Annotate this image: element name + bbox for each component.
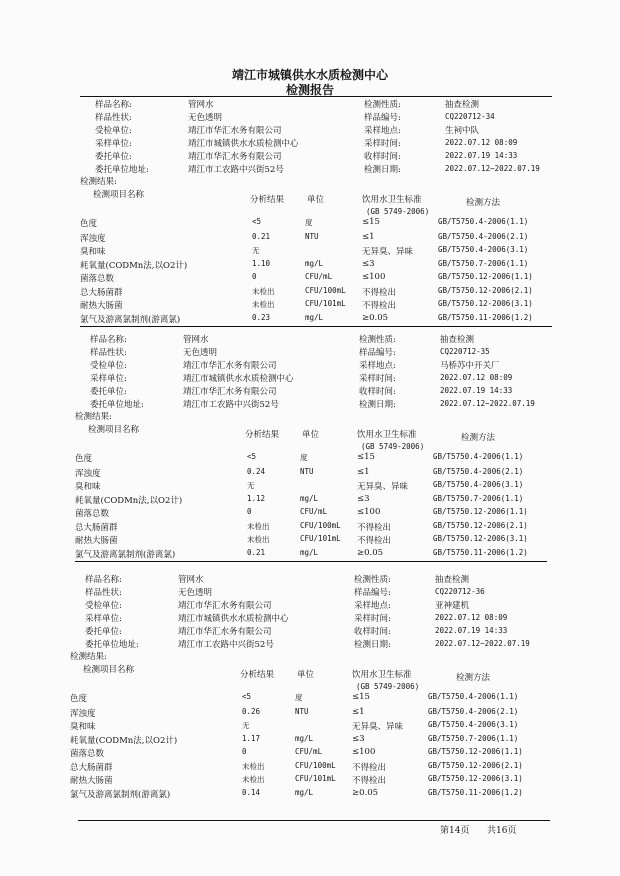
row-standard: ≥0.05 [362,313,389,323]
row-method: GB/T5750.12-2006(1.1) [433,507,528,516]
sample-name: 管网水 [188,100,214,110]
label-entrust-address: 委托单位地址: [95,165,149,175]
row-unit: CFU/101mL [305,299,346,308]
col-header-standard: 饮用水卫生标准 [357,430,417,440]
entrust-address: 靖江市工农路中兴街52号 [188,165,284,175]
row-method: GB/T5750.4-2006(3.1) [433,480,524,489]
row-standard: ≤100 [352,747,376,757]
col-header-item: 检测项目名称 [88,425,140,435]
col-header-item: 检测项目名称 [93,190,145,200]
label-sample-no: 样品编号: [359,348,396,358]
row-standard: 不得检出 [352,763,387,773]
col-header-standard-code: (GB 5749-2006) [361,442,425,451]
col-header-unit: 单位 [297,670,315,680]
label-receive-time: 收样时间: [364,152,401,162]
col-header-unit: 单位 [302,430,320,440]
row-unit: NTU [300,467,314,476]
row-unit: 度 [295,693,303,702]
sampling-unit: 靖江市城镇供水水质检测中心 [178,614,289,624]
row-standard: 无异臭、异味 [362,247,414,257]
label-sampling-site: 采样地点: [364,126,401,136]
row-item: 氯气及游离氯制剂(游离氯) [75,550,176,560]
sampling-time: 2022.07.12 08:09 [435,613,508,622]
label-entrust-unit: 委托单位: [85,627,122,637]
label-test-date: 检测日期: [354,640,391,650]
row-item: 臭和味 [80,247,106,257]
row-item: 浑浊度 [80,234,106,244]
row-method: GB/T5750.7-2006(1.1) [433,494,524,503]
row-standard: ≤100 [357,507,381,517]
col-header-result: 分析结果 [250,195,285,205]
row-standard: ≥0.05 [352,788,379,798]
label-entrust-unit: 委托单位: [95,152,132,162]
label-receive-time: 收样时间: [354,627,391,637]
row-standard: 不得检出 [362,301,397,311]
row-method: GB/T5750.4-2006(3.1) [428,720,519,729]
row-unit: mg/L [305,313,324,322]
row-result: 无 [252,246,260,255]
page-total: 共16页 [487,826,517,836]
col-header-method: 检测方法 [461,433,496,443]
row-method: GB/T5750.7-2006(1.1) [438,259,529,268]
label-sampling-time: 采样时间: [359,374,396,384]
label-sample-name: 样品名称: [85,575,122,585]
label-sampling-unit: 采样单位: [85,614,122,624]
sample-no: CQ220712-34 [445,112,495,121]
sampling-time: 2022.07.12 08:09 [440,373,513,382]
label-sample-name: 样品名称: [90,335,127,345]
row-result: 0.21 [252,232,271,241]
row-item: 总大肠菌群 [70,763,113,773]
row-unit: mg/L [305,259,324,268]
sampling-unit: 靖江市城镇供水水质检测中心 [183,374,294,384]
row-item: 菌落总数 [80,274,115,284]
row-method: GB/T5750.12-2006(1.1) [428,747,523,756]
row-item: 耐热大肠菌 [75,536,118,546]
label-sample-name: 样品名称: [95,100,132,110]
report-section-2 [0,235,615,560]
client-unit: 靖江市华汇水务有限公司 [178,601,272,611]
row-unit: CFU/100mL [300,521,341,530]
row-method: GB/T5750.12-2006(2.1) [433,521,528,530]
col-header-method: 检测方法 [466,198,501,208]
label-test-property: 检测性质: [359,335,396,345]
row-unit: CFU/101mL [300,534,341,543]
test-date: 2022.07.12~2022.07.19 [440,399,535,408]
row-standard: ≤1 [362,232,375,242]
row-result: 0 [247,507,252,516]
row-result: 0.21 [247,548,266,557]
row-method: GB/T5750.12-2006(2.1) [428,761,523,770]
entrust-unit: 靖江市华汇水务有限公司 [178,627,272,637]
bottom-rule [78,820,550,821]
test-property: 抽查检测 [440,335,475,345]
row-standard: ≤15 [352,692,370,702]
col-header-result: 分析结果 [245,430,280,440]
row-unit: NTU [295,707,309,716]
row-result: <5 [252,217,262,226]
row-result: 未检出 [252,287,275,296]
report-title: 检测报告 [285,83,334,97]
row-standard: ≤1 [357,467,370,477]
label-client-unit: 受检单位: [85,601,122,611]
col-header-method: 检测方法 [456,673,491,683]
row-method: GB/T5750.4-2006(2.1) [438,232,529,241]
row-standard: ≤15 [357,452,375,462]
report-org-title: 靖江市城镇供水水质检测中心 [231,68,388,82]
row-method: GB/T5750.4-2006(1.1) [433,452,524,461]
row-standard: ≤100 [362,272,386,282]
row-method: GB/T5750.4-2006(3.1) [438,245,529,254]
label-sample-no: 样品编号: [364,113,401,123]
row-standard: 无异臭、异味 [352,722,404,732]
row-unit: 度 [305,218,313,227]
row-result: 无 [242,721,250,730]
label-client-unit: 受检单位: [90,361,127,371]
row-standard: ≥0.05 [357,548,384,558]
row-standard: 不得检出 [357,536,392,546]
row-result: 1.12 [247,494,266,503]
label-sampling-unit: 采样单位: [95,139,132,149]
row-standard: 无异臭、异味 [357,482,409,492]
label-sample-property: 样品性状: [90,348,127,358]
receive-time: 2022.07.19 14:33 [435,626,508,635]
row-item: 耗氧量(CODMn法,以O2计) [70,736,178,746]
row-unit: mg/L [295,788,314,797]
row-result: 0 [252,272,257,281]
row-item: 浑浊度 [75,469,101,479]
row-item: 耗氧量(CODMn法,以O2计) [75,496,183,506]
row-standard: 不得检出 [362,288,397,298]
row-item: 耐热大肠菌 [70,776,113,786]
sampling-site: 马桥苏中开关厂 [440,361,500,371]
row-item: 浑浊度 [70,709,96,719]
label-sample-property: 样品性状: [85,588,122,598]
row-unit: CFU/100mL [295,761,336,770]
row-result: 1.17 [242,734,261,743]
row-standard: ≤15 [362,217,380,227]
receive-time: 2022.07.19 14:33 [440,386,513,395]
row-item: 菌落总数 [75,509,110,519]
row-unit: CFU/mL [300,507,328,516]
row-method: GB/T5750.11-2006(1.2) [428,788,523,797]
row-result: 0 [242,747,247,756]
col-header-standard-code: (GB 5749-2006) [366,207,430,216]
row-item: 总大肠菌群 [80,288,123,298]
row-standard: ≤1 [352,707,365,717]
label-results: 检测结果: [80,177,117,187]
label-client-unit: 受检单位: [95,126,132,136]
row-item: 总大肠菌群 [75,523,118,533]
row-standard: ≤3 [362,259,375,269]
row-item: 耐热大肠菌 [80,301,123,311]
row-item: 色度 [75,454,93,464]
label-entrust-address: 委托单位地址: [90,400,144,410]
page-current: 第14页 [440,826,470,836]
row-unit: mg/L [295,734,314,743]
col-header-standard: 饮用水卫生标准 [362,195,422,205]
row-unit: NTU [305,232,319,241]
row-item: 耗氧量(CODMn法,以O2计) [80,261,188,271]
sample-no: CQ220712-35 [440,347,490,356]
label-sampling-time: 采样时间: [354,614,391,624]
test-property: 抽查检测 [445,100,480,110]
row-method: GB/T5750.12-2006(1.1) [438,272,533,281]
row-result: 无 [247,481,255,490]
sample-property: 无色透明 [183,348,218,358]
test-date: 2022.07.12~2022.07.19 [435,639,530,648]
client-unit: 靖江市华汇水务有限公司 [183,361,277,371]
row-unit: CFU/mL [305,272,333,281]
sampling-time: 2022.07.12 08:09 [445,138,518,147]
sample-name: 管网水 [178,575,204,585]
client-unit: 靖江市华汇水务有限公司 [188,126,282,136]
row-standard: ≤3 [357,494,370,504]
col-header-unit: 单位 [307,195,325,205]
row-unit: mg/L [300,548,319,557]
row-method: GB/T5750.12-2006(3.1) [438,299,533,308]
label-entrust-unit: 委托单位: [90,387,127,397]
row-method: GB/T5750.11-2006(1.2) [433,548,528,557]
label-results: 检测结果: [75,412,112,422]
row-standard: 不得检出 [352,776,387,786]
sampling-unit: 靖江市城镇供水水质检测中心 [188,139,299,149]
row-unit: CFU/101mL [295,774,336,783]
label-test-date: 检测日期: [359,400,396,410]
receive-time: 2022.07.19 14:33 [445,151,518,160]
col-header-standard: 饮用水卫生标准 [352,670,412,680]
row-unit: CFU/100mL [305,286,346,295]
row-standard: 不得检出 [357,523,392,533]
row-result: 0.26 [242,707,261,716]
row-result: <5 [242,692,252,701]
sample-name: 管网水 [183,335,209,345]
row-method: GB/T5750.4-2006(1.1) [428,692,519,701]
row-result: 1.10 [252,259,271,268]
row-method: GB/T5750.12-2006(3.1) [433,534,528,543]
row-result: 未检出 [252,300,275,309]
row-method: GB/T5750.4-2006(2.1) [433,467,524,476]
entrust-address: 靖江市工农路中兴街52号 [183,400,279,410]
row-unit: 度 [300,453,308,462]
label-test-date: 检测日期: [364,165,401,175]
row-result: 0.14 [242,788,261,797]
row-item: 氯气及游离氯制剂(游离氯) [70,790,171,800]
label-sampling-time: 采样时间: [364,139,401,149]
sample-property: 无色透明 [178,588,213,598]
row-result: 未检出 [247,522,270,531]
col-header-standard-code: (GB 5749-2006) [356,682,420,691]
row-item: 氯气及游离氯制剂(游离氯) [80,315,181,325]
row-method: GB/T5750.4-2006(2.1) [428,707,519,716]
row-method: GB/T5750.12-2006(2.1) [438,286,533,295]
sampling-site: 生祠中队 [445,126,480,136]
test-date: 2022.07.12~2022.07.19 [445,164,540,173]
row-item: 色度 [70,694,88,704]
report-section-1 [0,0,620,325]
col-header-item: 检测项目名称 [83,665,135,675]
label-entrust-address: 委托单位地址: [85,640,139,650]
col-header-result: 分析结果 [240,670,275,680]
label-results: 检测结果: [70,652,107,662]
row-result: 未检出 [242,775,265,784]
label-sampling-site: 采样地点: [359,361,396,371]
row-standard: ≤3 [352,734,365,744]
entrust-unit: 靖江市华汇水务有限公司 [183,387,277,397]
row-result: 未检出 [247,535,270,544]
test-property: 抽查检测 [435,575,470,585]
entrust-address: 靖江市工农路中兴街52号 [178,640,274,650]
row-result: <5 [247,452,257,461]
row-method: GB/T5750.4-2006(1.1) [438,217,529,226]
label-sample-no: 样品编号: [354,588,391,598]
row-item: 臭和味 [70,722,96,732]
row-method: GB/T5750.12-2006(3.1) [428,774,523,783]
row-unit: mg/L [300,494,319,503]
row-method: GB/T5750.11-2006(1.2) [438,313,533,322]
sample-property: 无色透明 [188,113,223,123]
label-sampling-unit: 采样单位: [90,374,127,384]
entrust-unit: 靖江市华汇水务有限公司 [188,152,282,162]
row-unit: CFU/mL [295,747,323,756]
row-item: 臭和味 [75,482,101,492]
label-receive-time: 收样时间: [359,387,396,397]
row-item: 色度 [80,219,98,229]
row-result: 未检出 [242,762,265,771]
label-test-property: 检测性质: [364,100,401,110]
row-result: 0.24 [247,467,266,476]
sampling-site: 亚神建机 [435,601,470,611]
report-section-3 [0,475,610,800]
sample-no: CQ220712-36 [435,587,485,596]
label-sample-property: 样品性状: [95,113,132,123]
row-method: GB/T5750.7-2006(1.1) [428,734,519,743]
row-result: 0.23 [252,313,271,322]
label-test-property: 检测性质: [354,575,391,585]
label-sampling-site: 采样地点: [354,601,391,611]
row-item: 菌落总数 [70,749,105,759]
